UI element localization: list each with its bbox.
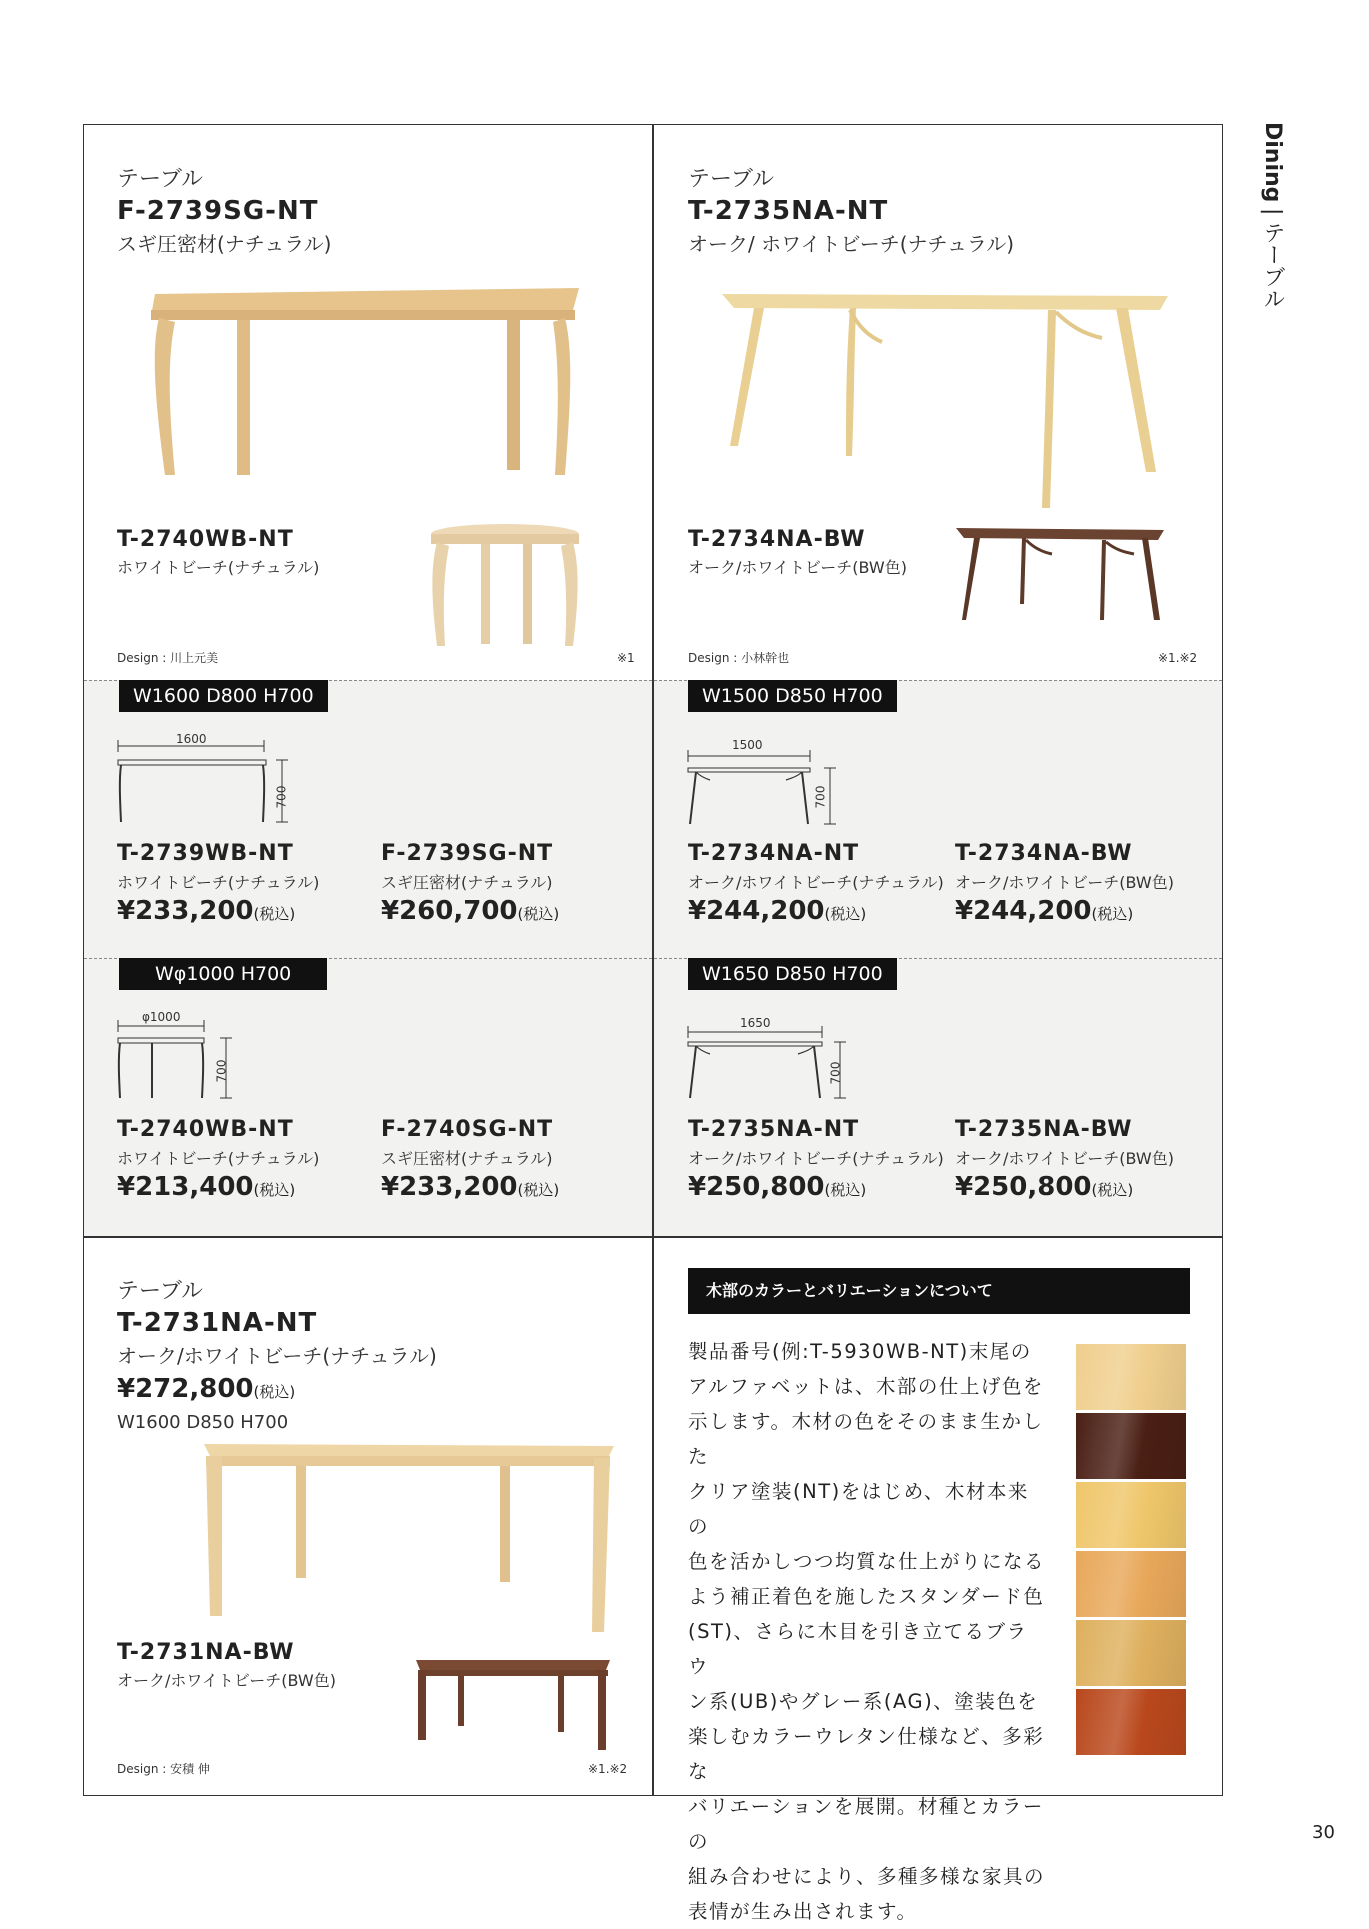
section-title-ja: テーブル [1260,221,1285,310]
color-info-line: 示します。木材の色をそのまま生かした [688,1410,1044,1468]
spec-rt-item1-tax: (税込) [824,905,867,923]
wood-swatch-5 [1076,1620,1186,1686]
spec-lt-dim-width: 1600 [176,732,207,746]
wood-swatch-6 [1076,1689,1186,1755]
spec-rb-item2-price-value: ¥250,800 [955,1172,1092,1202]
spec-lt-item2-price-value: ¥260,700 [381,896,518,926]
color-info-line: 製品番号(例:T-5930WB-NT)末尾の [688,1340,1032,1363]
spec-lt-item1-price [117,896,295,926]
row-divider [83,1236,1223,1238]
panel2-sub-material: オーク/ホワイトビーチ(BW色) [688,558,907,577]
spec-rt-item1-price-value: ¥244,200 [688,896,825,926]
panel3-size: W1600 D850 H700 [117,1412,289,1433]
spec-rb-item1-model: T-2735NA-NT [688,1117,860,1142]
panel1-category: テーブル [117,167,204,192]
spec-rt-item1-material: オーク/ホワイトビーチ(ナチュラル) [688,873,944,892]
color-info-line: よう補正着色を施したスタンダード色 [688,1585,1045,1608]
spec-rb-item2-price [955,1172,1133,1202]
section-title-en: Dining [1260,122,1285,203]
spec-lb-dimension-drawing [116,1012,236,1102]
color-info-body [688,1334,1048,1929]
spec-lb-item2-price-value: ¥233,200 [381,1172,518,1202]
wood-swatch-3 [1076,1482,1186,1548]
spec-lt-item2-tax: (税込) [517,905,560,923]
wood-swatch-2 [1076,1413,1186,1479]
color-info-line: アルファベットは、木部の仕上げ色を [688,1375,1044,1398]
spec-rt-item2-price-value: ¥244,200 [955,896,1092,926]
color-info-line: ン系(UB)やグレー系(AG)、塗装色を [688,1690,1039,1713]
panel3-price [117,1374,295,1404]
spec-lb-size-tag: Wφ1000 H700 [119,958,327,990]
panel1-sub-model: T-2740WB-NT [117,527,294,552]
spec-lt-item1-material: ホワイトビーチ(ナチュラル) [117,873,320,892]
panel3-tax: (税込) [253,1383,296,1401]
spec-rb-item2-tax: (税込) [1091,1181,1134,1199]
panel3-design-credit: Design : 安積 伸 [117,1762,210,1776]
panel2-category: テーブル [688,167,775,192]
panel3-price-value: ¥272,800 [117,1374,254,1404]
wood-swatch-1 [1076,1344,1186,1410]
spec-rb-item1-price [688,1172,866,1202]
spec-rb-size-tag: W1650 D850 H700 [688,958,897,990]
spec-rt-dim-height: 700 [813,785,828,809]
spec-rt-item2-price [955,896,1133,926]
spec-lt-item2-material: スギ圧密材(ナチュラル) [381,873,553,892]
spec-lb-item2-price [381,1172,559,1202]
spec-rb-item1-price-value: ¥250,800 [688,1172,825,1202]
spec-lb-item1-tax: (税込) [253,1181,296,1199]
spec-lb-item1-price-value: ¥213,400 [117,1172,254,1202]
spec-lt-item1-price-value: ¥233,200 [117,896,254,926]
color-info-line: (ST)、さらに木目を引き立てるブラウ [688,1620,1028,1678]
panel1-note: ※1 [617,651,635,665]
color-info-line: クリア塗装(NT)をはじめ、木材本来の [688,1480,1029,1538]
color-info-heading: 木部のカラーとバリエーションについて [688,1268,1190,1314]
panel3-category: テーブル [117,1279,204,1304]
color-info-line: 色を活かしつつ均質な仕上がりになる [688,1550,1046,1573]
spec-lt-item1-model: T-2739WB-NT [117,841,294,866]
spec-rb-item2-material: オーク/ホワイトビーチ(BW色) [955,1149,1174,1168]
panel3-sub-material: オーク/ホワイトビーチ(BW色) [117,1671,336,1690]
panel1-model: F-2739SG-NT [117,196,319,226]
spec-lb-item1-price [117,1172,295,1202]
color-info-line: 楽しむカラーウレタン仕様など、多彩な [688,1725,1045,1783]
panel2-sub-model: T-2734NA-BW [688,527,866,552]
spec-lb-item1-material: ホワイトビーチ(ナチュラル) [117,1149,320,1168]
spec-lb-dim-width: φ1000 [142,1010,181,1024]
spec-lt-dim-height: 700 [274,785,289,809]
spec-lb-dim-height: 700 [214,1059,229,1083]
panel2-bw-table-image [956,524,1166,624]
panel3-material: オーク/ホワイトビーチ(ナチュラル) [117,1344,437,1368]
spec-rb-dim-width: 1650 [740,1016,771,1030]
spec-lt-item2-model: F-2739SG-NT [381,841,554,866]
section-separator: | [1260,208,1285,216]
color-info-line: バリエーションを展開。材種とカラーの [688,1795,1044,1853]
spec-rt-item2-tax: (税込) [1091,905,1134,923]
spec-rt-item2-model: T-2734NA-BW [955,841,1133,866]
color-info-line: 組み合わせにより、多種多様な家具の [688,1865,1046,1888]
panel3-note: ※1.※2 [588,1762,628,1776]
panel1-round-table-image [425,522,585,650]
spec-rt-size-tag: W1500 D850 H700 [688,680,897,712]
section-sidebar [1258,122,1288,310]
panel1-design-credit: Design : 川上元美 [117,651,219,665]
panel2-table-image [720,286,1170,516]
spec-rb-item2-model: T-2735NA-BW [955,1117,1133,1142]
panel1-material: スギ圧密材(ナチュラル) [117,232,332,256]
spec-rt-item2-material: オーク/ホワイトビーチ(BW色) [955,873,1174,892]
wood-swatch-4 [1076,1551,1186,1617]
spec-lb-item2-tax: (税込) [517,1181,560,1199]
panel3-bw-table-image [414,1656,614,1756]
spec-lb-item2-material: スギ圧密材(ナチュラル) [381,1149,553,1168]
panel1-sub-material: ホワイトビーチ(ナチュラル) [117,558,320,577]
panel3-table-image [200,1436,620,1636]
panel3-sub-model: T-2731NA-BW [117,1640,295,1665]
spec-lb-item1-model: T-2740WB-NT [117,1117,294,1142]
spec-lt-item1-tax: (税込) [253,905,296,923]
panel1-table-image [145,280,585,490]
spec-rt-item1-model: T-2734NA-NT [688,841,860,866]
spec-rt-dim-width: 1500 [732,738,763,752]
spec-rb-dimension-drawing [686,1022,846,1102]
spec-lt-item2-price [381,896,559,926]
spec-rb-dim-height: 700 [828,1061,843,1085]
color-info-line: 表情が生み出されます。 [688,1900,918,1923]
panel2-model: T-2735NA-NT [688,196,889,226]
panel2-material: オーク/ ホワイトビーチ(ナチュラル) [688,232,1015,256]
panel2-design-credit: Design : 小林幹也 [688,651,790,665]
spec-lt-size-tag: W1600 D800 H700 [119,680,328,712]
panel2-note: ※1.※2 [1158,651,1198,665]
column-divider [652,124,654,1796]
spec-rb-item1-tax: (税込) [824,1181,867,1199]
spec-rb-item1-material: オーク/ホワイトビーチ(ナチュラル) [688,1149,944,1168]
spec-lb-item2-model: F-2740SG-NT [381,1117,554,1142]
spec-rt-item1-price [688,896,866,926]
page-number: 30 [1312,1822,1335,1843]
panel3-model: T-2731NA-NT [117,1308,318,1338]
